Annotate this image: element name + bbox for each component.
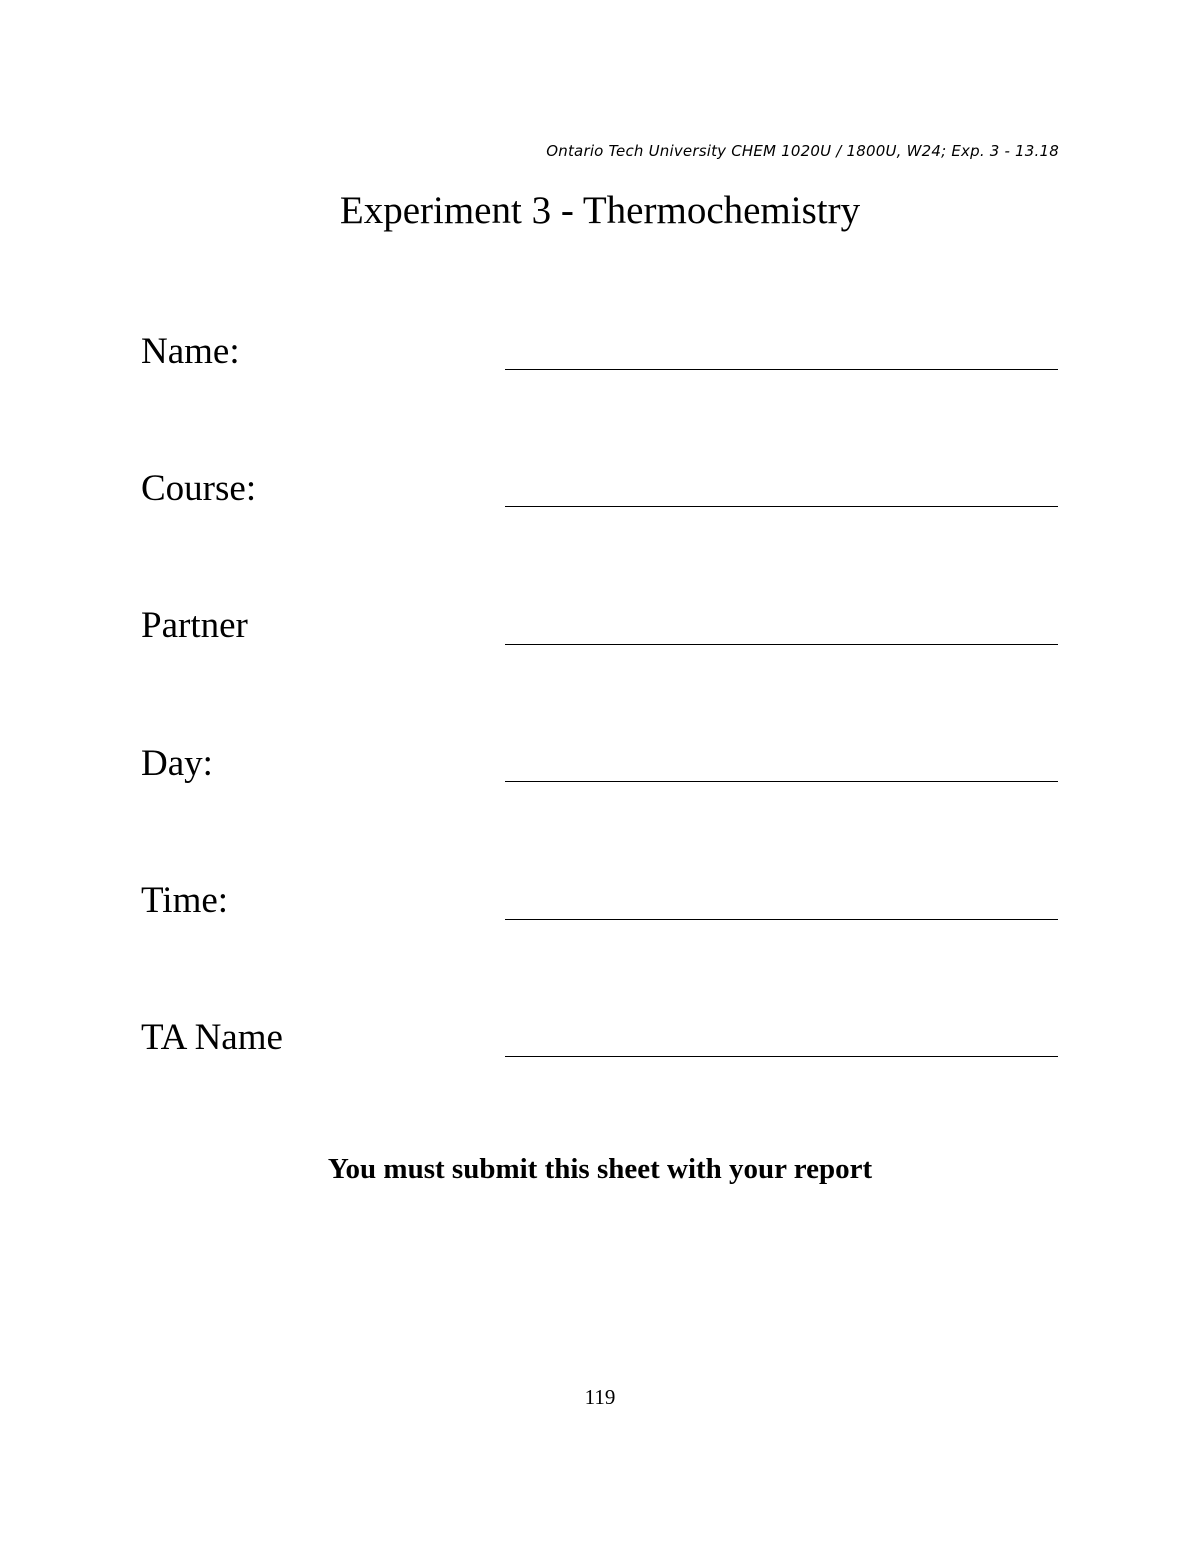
field-time-line[interactable]: [505, 919, 1058, 920]
running-header: Ontario Tech University CHEM 1020U / 1800U, W24; Exp. 3 - 13.18: [546, 142, 1059, 160]
field-partner-line[interactable]: [505, 644, 1058, 645]
field-ta-name-label: TA Name: [141, 1017, 283, 1058]
field-course-label: Course:: [141, 468, 257, 509]
submission-notice: You must submit this sheet with your report: [327, 1153, 873, 1185]
field-name-line[interactable]: [505, 369, 1058, 370]
field-name-label: Name:: [141, 331, 240, 372]
field-day-line[interactable]: [505, 781, 1058, 782]
field-partner-label: Partner: [141, 605, 248, 646]
field-ta-name-line[interactable]: [505, 1056, 1058, 1057]
field-time-label: Time:: [141, 880, 229, 921]
page-title: Experiment 3 - Thermochemistry: [339, 189, 861, 232]
field-course-line[interactable]: [505, 506, 1058, 507]
field-day-label: Day:: [141, 743, 213, 784]
page-number: 119: [584, 1385, 616, 1409]
